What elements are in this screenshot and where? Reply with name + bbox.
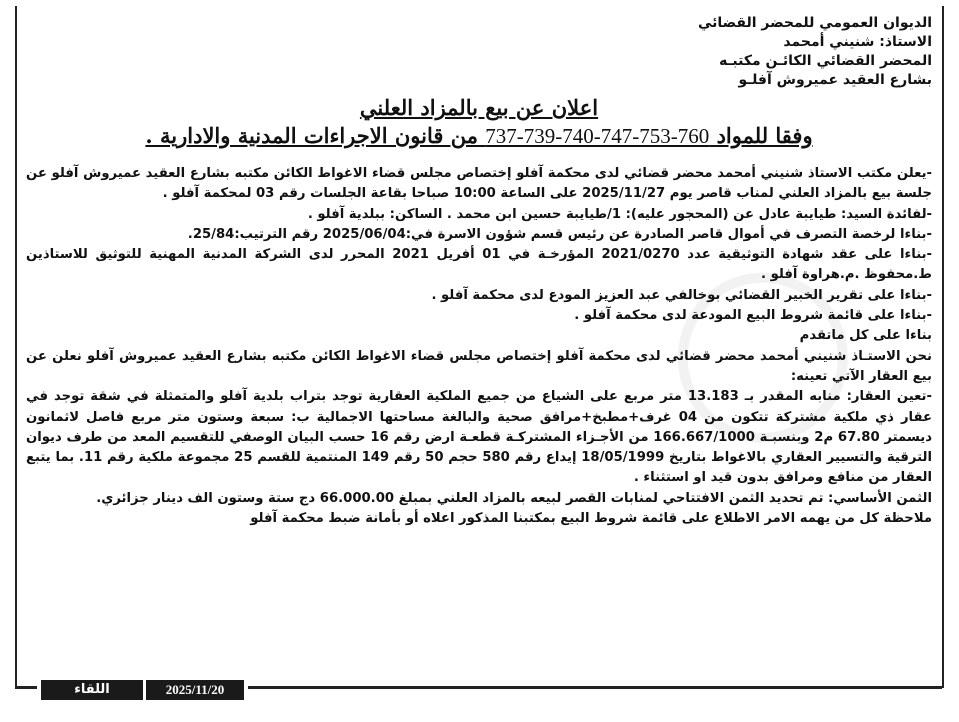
header-line: الاستاذ: شنيني أمحمد xyxy=(783,34,932,50)
notice-body xyxy=(26,164,932,529)
body-paragraph: -تعين العقار: منابه المقدر بـ 13.183 متر مربع على الشياع من جميع الملكية العقارية توجد بتراب بلدية آفلو والمتمثلة في شقة توجد في عقار ذي ملكية مشتركة تتكون من 04 غرف+مطبخ+مرافق صحية والبالغة مساحتها الاجمالية ب: سبعة وستون متر مربع فاصل لاثمانون ديسمتر 67.80 م2 وبنسبـة 166.667/1000 من الأجـزاء المشتركـة قطعـة ارض رقم 16 حسب البيان الوصفي للتقسيم المعد من طرف ديوان الترقية والتسيير العقاري بالاغواط بتاريخ 18/05/1999 إيداع رقم 580 حجم 50 رقم 149 المنتمية للقسم 25 مجموعة ملكية رقم 11. بما يتبع العقار من منافع ومرافق بدون قيد او استثناء . xyxy=(26,389,932,486)
header-line: المحضر القضائي الكائـن مكتبـه xyxy=(719,53,932,69)
body-paragraph: نحن الاستـاذ شنيني أمحمد محضر قضائي لدى محكمة آفلو إختصاص مجلس قضاء الاغواط الكائن مكتبه بشارع العقيد عميروش آفلو نعلن عن بيع العقار الآتي تعينه: xyxy=(26,348,932,384)
body-paragraph: -بناءا على عقد شهادة التوثيقية عدد 2021/0270 المؤرخـة في 01 أفريل 2021 المحرر لدى الشركة المدنية المهنية للتوثيق للاستاذين ط.محفوظ .م.هراوة آفلو . xyxy=(26,247,932,283)
header-line: بشارع العقيد عميروش آفلـو xyxy=(738,72,932,88)
title-main: اعلان عن بيع بالمزاد العلني xyxy=(359,95,599,120)
publication-date-tag: 2025/11/20 xyxy=(146,680,244,700)
title-articles-prefix: وفقا للمواد xyxy=(716,123,813,148)
body-paragraph: -بناءا لرخصة التصرف في أموال قاصر الصادرة عن رئيس قسم شؤون الاسرة في:2025/06/04 رقم الترتيب:25/84. xyxy=(187,226,932,242)
body-paragraph: -بناءا على تقرير الخبير القضائي بوخالفي عبد العزيز المودع لدى محكمة آفلو . xyxy=(431,287,932,303)
title-article-numbers: 737-739-740-747-753-760 xyxy=(485,124,710,148)
body-paragraph: -يعلن مكتب الاستاذ شنيني أمحمد محضر قضائي لدى محكمة آفلو إختصاص مجلس قضاء الاغواط الكائن مكتبه بشارع العقيد عميروش آفلو عن جلسة بيع بالمزاد العلني لمناب قاصر يوم 2025/11/27 على الساعة 10:00 صباحا بقاعة الجلسات رقم 03 لمحكمة آفلو . xyxy=(26,166,932,202)
title-articles-suffix: من قانون الاجراءات المدنية والادارية . xyxy=(145,123,478,148)
bottom-rule-left xyxy=(15,686,37,689)
bailiff-header xyxy=(26,14,932,90)
body-paragraph: -بناءا على قائمة شروط البيع المودعة لدى محكمة آفلو . xyxy=(574,308,932,324)
title-articles xyxy=(26,122,932,150)
body-paragraph: بناءا على كل ماتقدم xyxy=(799,328,932,344)
notice-title xyxy=(26,94,932,150)
newspaper-name-tag: اللقاء xyxy=(41,680,143,700)
body-paragraph: ملاحظة كل من يهمه الامر الاطلاع على قائمة شروط البيع بمكتبنا المذكور اعلاه أو بأمانة ضبط محكمة آفلو xyxy=(250,511,932,527)
body-paragraph: الثمن الأساسي: تم تحديد الثمن الافتتاحي لمنابات القصر لبيعه بالمزاد العلني بمبلغ 66.000.00 دج ستة وستون الف دينار جزائري. xyxy=(96,490,932,506)
header-line: الديوان العمومي للمحضر القضائي xyxy=(697,15,932,31)
notice-content xyxy=(26,12,932,529)
bottom-rule xyxy=(248,686,942,689)
body-paragraph: -لفائدة السيد: طيايبة عادل عن (المحجور عليه): 1/طيايبة حسين ابن محمد . الساكن: ببلدية آفلو . xyxy=(307,206,932,222)
